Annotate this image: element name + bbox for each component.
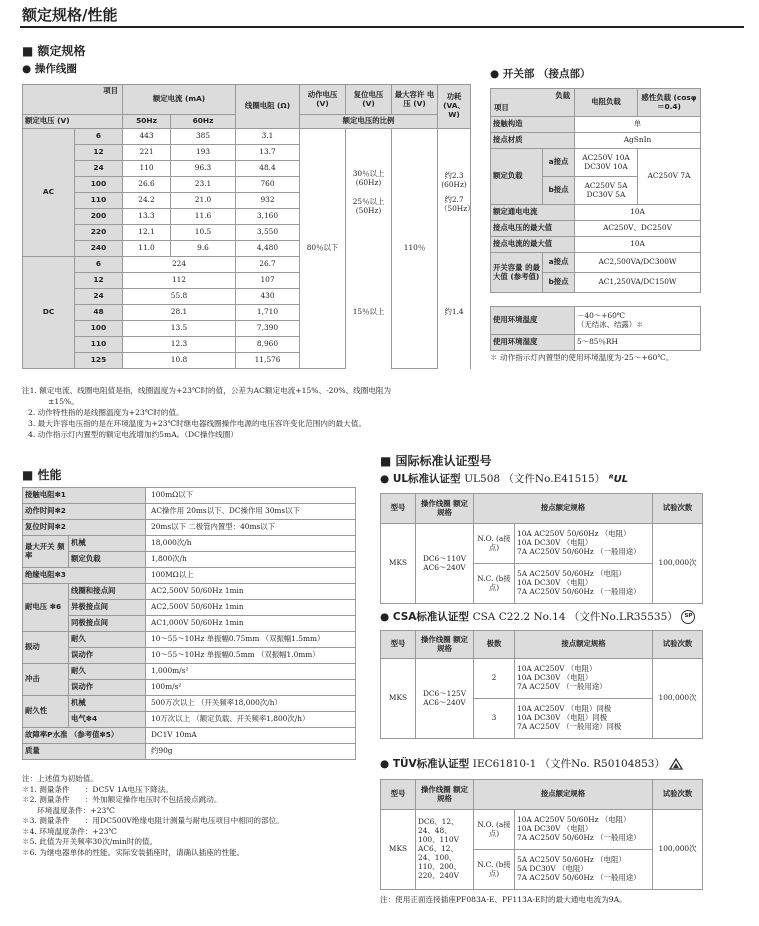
csa-poles-3: 3 [474,699,515,739]
switch-ratedload-inductive: AC250V 7A [638,149,701,205]
rated-section-title: ■ 额定规格 [22,44,86,58]
csa-head-poles: 极数 [474,631,515,659]
switch-ratedload-a-value: AC250V 10A DC30V 10A [575,149,638,177]
perf-vib-v2: 10～55～10Hz 单振幅0.5mm （双振幅1.0mm） [146,648,356,664]
tuv-rating: 7A AC250V 50/60Hz （一般用途） [517,872,641,882]
coil-current-dc: 13.5 [123,321,236,337]
coil-head-resistance: 线圈电阻 (Ω) [236,85,300,129]
coil-max-voltage: 110％ [392,129,438,369]
ul-rating: 10A AC250V 50/60Hz （电阻） [517,529,631,539]
coil-note: 注1. 额定电流、线圈电阻值是指，线圈温度为+23℃时的值，公差为AC额定电流+15%、-20%、线圈电阻为 [22,386,392,395]
coil-current-60hz: 96.3 [171,161,236,177]
perf-notes [22,774,284,858]
coil-resistance: 3,550 [236,225,300,241]
switch-structure-label: 接触构造 [491,117,575,133]
switch-material-label: 接点材质 [491,133,575,149]
coil-release-ac [346,129,392,257]
coil-voltage: 125 [75,353,123,369]
coil-voltage: 100 [75,177,123,193]
coil-current-60hz: 23.1 [171,177,236,193]
coil-resistance: 8,960 [236,337,300,353]
page-title: 额定规格/性能 [22,6,118,24]
coil-head-50hz: 50Hz [123,115,171,129]
coil-current-50hz: 12.1 [123,225,171,241]
coil-voltage: 12 [75,145,123,161]
perf-table [22,487,356,760]
coil-resistance: 13.7 [236,145,300,161]
perf-reltime-label: 复位时间✽2 [23,520,146,536]
perf-shock-v1: 1,000m/s² [146,664,356,680]
ul-nc-ratings [515,564,653,604]
perf-note: ✽6. 为继电器单体的性能。实际安装插座时，请确认插座的性能。 [22,847,245,857]
switch-head-resistive: 电阻负载 [575,89,638,117]
perf-shock-r2: 误动作 [69,680,146,696]
csa-tests: 100,000次 [653,659,703,739]
coil-voltage: 110 [75,337,123,353]
perf-note: 环境温度条件：+23℃ [22,805,115,815]
perf-insul-value: 100MΩ以上 [146,568,356,584]
switch-head-inductive: 感性负载 (cosφ＝0.4) [638,89,701,117]
coil-head-item: 项目 [23,85,123,115]
csa-rating: 7A AC250V （一般用途）同极 [517,721,622,731]
perf-freq-mech: 机械 [69,536,146,552]
perf-freq-rated-value: 1,800次/h [146,552,356,568]
coil-voltage: 24 [75,289,123,305]
coil-voltage: 100 [75,321,123,337]
csa-coil: DC6～125V AC6～240V [416,659,474,739]
coil-resistance: 3.1 [236,129,300,145]
cert-note: 注：使用正面连接插座PF083A-E、PF113A-E时的最大通电电流为9A。 [380,895,627,904]
ul-logo: ᴿUL [608,473,629,485]
ul-standard: UL508 （文件No.E41515） [464,473,606,485]
perf-note: 注：上述值为初始值。 [22,774,98,783]
ul-head-tests: 试验次数 [653,494,703,524]
perf-life-label: 耐久性 [23,696,69,728]
coil-power-50hz: 约2.7 （50Hz） [440,194,475,213]
perf-withstand-r1: 线圈和接点间 [69,584,146,600]
coil-table [22,84,475,369]
coil-release-60hz: 30％以上 (60Hz) [352,169,385,187]
coil-resistance: 107 [236,273,300,289]
perf-shock-r1: 耐久 [69,664,146,680]
coil-voltage: 12 [75,273,123,289]
coil-resistance: 760 [236,177,300,193]
switch-maxvoltage-label: 接点电压的最大值 [491,221,575,237]
coil-release-50hz: 25％以上 (50Hz) [352,196,385,215]
switch-capacity-a-value: AC2,500VA/DC300W [575,253,701,273]
cert-section-title: ■ 国际标准认证型号 [380,454,492,468]
coil-head-60hz: 60Hz [171,115,236,129]
csa-head-model: 型号 [381,631,416,659]
env-temp-value [575,307,701,335]
coil-ac-label: AC [23,129,75,257]
ul-model: MKS [381,524,416,604]
perf-life-r1: 机械 [69,696,146,712]
perf-insul-label: 绝缘电阻✽3 [23,568,146,584]
ul-title: ● UL标准认证型 [380,473,461,485]
csa-head-contact: 接点额定规格 [515,631,653,659]
coil-current-60hz: 10.5 [171,225,236,241]
env-temp-range: －40～+60℃ [577,310,626,320]
ul-rating: 7A AC250V 50/60Hz （一般用途） [517,586,641,596]
switch-ratedload-a: a接点 [543,149,575,177]
perf-shock-v2: 100m/s² [146,680,356,696]
coil-current-dc: 224 [123,257,236,273]
coil-notes [22,385,391,440]
tuv-nc-ratings [515,850,653,890]
csa-poles-2: 2 [474,659,515,699]
switch-head-load: 负载 [555,91,570,100]
ul-head-model: 型号 [381,494,416,524]
tuv-head-model: 型号 [381,780,416,810]
coil-current-dc: 10.8 [123,353,236,369]
coil-voltage: 24 [75,161,123,177]
switch-ratedcurrent-value: 10A [575,205,701,221]
tuv-rating: 10A AC250V 50/60Hz （电阻） [517,815,631,825]
coil-note: 4. 动作指示灯内置型的额定电流增加约5mA。（DC操作线圈） [28,430,238,439]
perf-failure-label: 故障率P水准 （参考值✽5） [23,728,146,744]
csa-rating: 10A AC250V （电阻） [517,664,597,674]
coil-current-dc: 55.8 [123,289,236,305]
perf-withstand-v2: AC2,500V 50/60Hz 1min [146,600,356,616]
ul-head-contact: 接点额定规格 [474,494,653,524]
coil-resistance: 3,160 [236,209,300,225]
tuv-no: N.O. (a接点) [474,810,515,850]
coil-resistance: 430 [236,289,300,305]
env-hum-value: 5～85％RH [575,335,701,351]
tuv-triangle-icon [669,758,683,770]
coil-voltage: 200 [75,209,123,225]
coil-current-50hz: 11.0 [123,241,171,257]
coil-power-dc: 约1.4 [438,257,471,369]
coil-note: ±15%。 [48,397,79,406]
coil-current-50hz: 221 [123,145,171,161]
env-temp-label: 使用环境温度 [491,307,575,335]
csa-rating: 7A AC250V （一般用途） [517,681,607,691]
csa-table [380,630,703,739]
perf-section-title: ■ 性能 [22,468,62,482]
title-rule [20,26,744,28]
perf-note: ✽2. 测量条件 ：外加额定操作电压时不包括接点跳动。 [22,795,222,804]
tuv-nc: N.C. (b接点) [474,850,515,890]
perf-life-v1: 500万次以上 （开关频率18,000次/h） [146,696,356,712]
coil-power-60hz: 约2.3 (60Hz) [441,171,467,189]
csa-title-line [380,609,695,624]
tuv-coil: DC6、12、 24、48、 100、110V AC6、12、 24、100、 110、200、 220、240V [416,810,474,890]
coil-head-max-voltage: 最大容许 电压 (V) [392,85,438,115]
coil-resistance: 48.4 [236,161,300,177]
perf-withstand-label: 耐电压 ✽6 [23,584,69,632]
perf-withstand-r3: 同极接点间 [69,616,146,632]
perf-reltime-value: 20ms以下 二极管内置型：40ms以下 [146,520,356,536]
csa-logo: SP [681,610,695,624]
coil-current-60hz: 21.0 [171,193,236,209]
coil-head-ratio: 额定电压的比例 [300,115,438,129]
switch-head-item: 项目 [494,103,509,113]
ul-rating: 10A DC30V （电阻） [517,578,593,588]
perf-note: ✽1. 测量条件 ：DC5V 1A电压下降法。 [22,784,173,794]
coil-note: 2. 动作特性指的是线圈温度为+23℃时的值。 [28,408,184,417]
coil-power-ac [438,129,475,257]
ul-title-line [380,471,628,486]
switch-maxcurrent-label: 接点电流的最大值 [491,237,575,253]
coil-resistance: 4,480 [236,241,300,257]
ul-rating: 10A DC30V （电阻） [517,538,593,548]
csa-rating: 10A DC30V （电阻）同极 [517,713,608,723]
switch-title: ● 开关部 （接点部） [490,68,591,80]
switch-ratedload-b-value: AC250V 5A DC30V 5A [575,177,638,205]
perf-weight-label: 质量 [23,744,146,760]
csa-p3-ratings [515,699,653,739]
coil-current-50hz: 26.6 [123,177,171,193]
tuv-head-coil: 操作线圈 额定规格 [416,780,474,810]
coil-voltage: 48 [75,305,123,321]
perf-vib-r1: 耐久 [69,632,146,648]
coil-resistance: 11,576 [236,353,300,369]
env-temp-cond: （无结冰、结露）✽ [577,319,644,329]
coil-current-50hz: 24.2 [123,193,171,209]
ul-head-coil: 操作线圈 额定规格 [416,494,474,524]
ul-nc: N.C. (b接点) [474,564,515,604]
coil-head-pickup: 动作电压 (V) [300,85,346,115]
perf-note: ✽3. 测量条件 ：用DC500V绝缘电阻计测量与耐电压项目中相同的部位。 [22,816,284,825]
switch-ratedcurrent-label: 额定通电电流 [491,205,575,221]
ul-no: N.O. (a接点) [474,524,515,564]
tuv-standard: IEC61810-1 （文件No. R50104853） [472,758,665,770]
perf-note: ✽5. 此值为开关频率30次/min时的值。 [22,837,158,846]
tuv-model: MKS [381,810,416,890]
env-hum-label: 使用环境湿度 [491,335,575,351]
coil-head-rated-current: 额定电流 (mA) [123,85,236,115]
perf-freq-mech-value: 18,000次/h [146,536,356,552]
switch-capacity-b-value: AC1,250VA/DC150W [575,273,701,293]
switch-table [490,88,701,293]
ul-tests: 100,000次 [653,524,703,604]
perf-optime-value: AC操作用 20ms以下、DC操作用 30ms以下 [146,504,356,520]
perf-withstand-r2: 异极接点间 [69,600,146,616]
coil-current-50hz: 13.3 [123,209,171,225]
perf-withstand-v3: AC1,000V 50/60Hz 1min [146,616,356,632]
tuv-table [380,779,703,890]
perf-weight-value: 约90g [146,744,356,760]
ul-no-ratings [515,524,653,564]
coil-current-60hz: 9.6 [171,241,236,257]
csa-head-coil: 操作线圈 额定规格 [416,631,474,659]
perf-life-r2: 电气✽4 [69,712,146,728]
perf-contact-value: 100mΩ以下 [146,488,356,504]
coil-voltage: 110 [75,193,123,209]
tuv-rating: 5A AC250V 50/60Hz （电阻） [517,855,626,865]
coil-voltage: 6 [75,257,123,273]
coil-current-60hz: 193 [171,145,236,161]
csa-title: ● CSA标准认证型 [380,611,469,623]
switch-capacity-label: 开关容量 的最大值 (参考值) [491,253,543,293]
tuv-head-contact: 接点额定规格 [474,780,653,810]
perf-life-v2: 10万次以上 （额定负载、开关频率1,800次/h） [146,712,356,728]
tuv-rating: 5A DC30V （电阻） [517,864,588,874]
coil-resistance: 26.7 [236,257,300,273]
coil-voltage: 6 [75,129,123,145]
switch-ratedload-label: 额定负载 [491,149,543,205]
coil-current-dc: 12.3 [123,337,236,353]
tuv-rating: 7A AC250V 50/60Hz （一般用途） [517,832,641,842]
perf-failure-value: DC1V 10mA [146,728,356,744]
ul-coil: DC6～110V AC6～240V [416,524,474,604]
tuv-no-ratings [515,810,653,850]
coil-head-power: 功耗 (VA、W) [438,85,471,129]
ul-rating: 7A AC250V 50/60Hz （一般用途） [517,546,641,556]
perf-note: ✽4. 环境温度条件：+23℃ [22,826,117,836]
coil-title: ● 操作线圈 [22,63,77,75]
coil-current-50hz: 443 [123,129,171,145]
perf-vib-r2: 误动作 [69,648,146,664]
perf-optime-label: 动作时间✽2 [23,504,146,520]
perf-withstand-v1: AC2,500V 50/60Hz 1min [146,584,356,600]
csa-p2-ratings [515,659,653,699]
coil-current-50hz: 110 [123,161,171,177]
switch-maxvoltage-value: AC250V、DC250V [575,221,701,237]
switch-capacity-b: b接点 [543,273,575,293]
switch-material-value: AgSnIn [575,133,701,149]
perf-freq-label: 最大开关 频率 [23,536,69,568]
perf-shock-label: 冲击 [23,664,69,696]
tuv-rating: 10A DC30V （电阻） [517,824,593,834]
coil-voltage: 240 [75,241,123,257]
ul-table [380,493,703,604]
tuv-title: ● TÜV标准认证型 [380,758,470,770]
csa-rating: 10A AC250V （电阻）同极 [517,704,612,714]
perf-contact-label: 接触电阻✽1 [23,488,146,504]
csa-head-tests: 试验次数 [653,631,703,659]
tuv-title-line [380,756,683,771]
perf-vib-label: 振动 [23,632,69,664]
coil-head-release: 复位电压 (V) [346,85,392,115]
switch-maxcurrent-value: 10A [575,237,701,253]
env-table [490,306,701,351]
coil-dc-label: DC [23,257,75,369]
tuv-tests: 100,000次 [653,810,703,890]
tuv-head-tests: 试验次数 [653,780,703,810]
coil-current-60hz: 385 [171,129,236,145]
coil-release-dc: 15％以上 [346,257,392,369]
coil-resistance: 1,710 [236,305,300,321]
switch-head-corner [491,89,575,117]
switch-structure-value: 单 [575,117,701,133]
switch-ratedload-b: b接点 [543,177,575,205]
csa-model: MKS [381,659,416,739]
perf-vib-v1: 10～55～10Hz 单振幅0.75mm （双振幅1.5mm） [146,632,356,648]
switch-capacity-a: a接点 [543,253,575,273]
coil-note: 3. 最大许容电压指的是在环境温度为+23℃时继电器线圈操作电源的电压容许变化范围内的最大值。 [28,419,366,428]
perf-freq-rated: 额定负载 [69,552,146,568]
coil-head-rated-voltage: 额定电压 (V) [23,115,123,129]
csa-rating: 10A DC30V （电阻） [517,673,593,683]
switch-note: ✽ 动作指示灯内置型的使用环境温度为-25～+60℃。 [490,353,674,362]
coil-current-60hz: 11.6 [171,209,236,225]
ul-rating: 5A AC250V 50/60Hz （电阻） [517,569,626,579]
coil-resistance: 7,390 [236,321,300,337]
csa-standard: CSA C22.2 No.14 （文件No.LR35535） [472,611,678,623]
coil-pickup: 80％以下 [300,129,346,369]
coil-current-dc: 112 [123,273,236,289]
coil-current-dc: 28.1 [123,305,236,321]
coil-resistance: 932 [236,193,300,209]
coil-voltage: 220 [75,225,123,241]
